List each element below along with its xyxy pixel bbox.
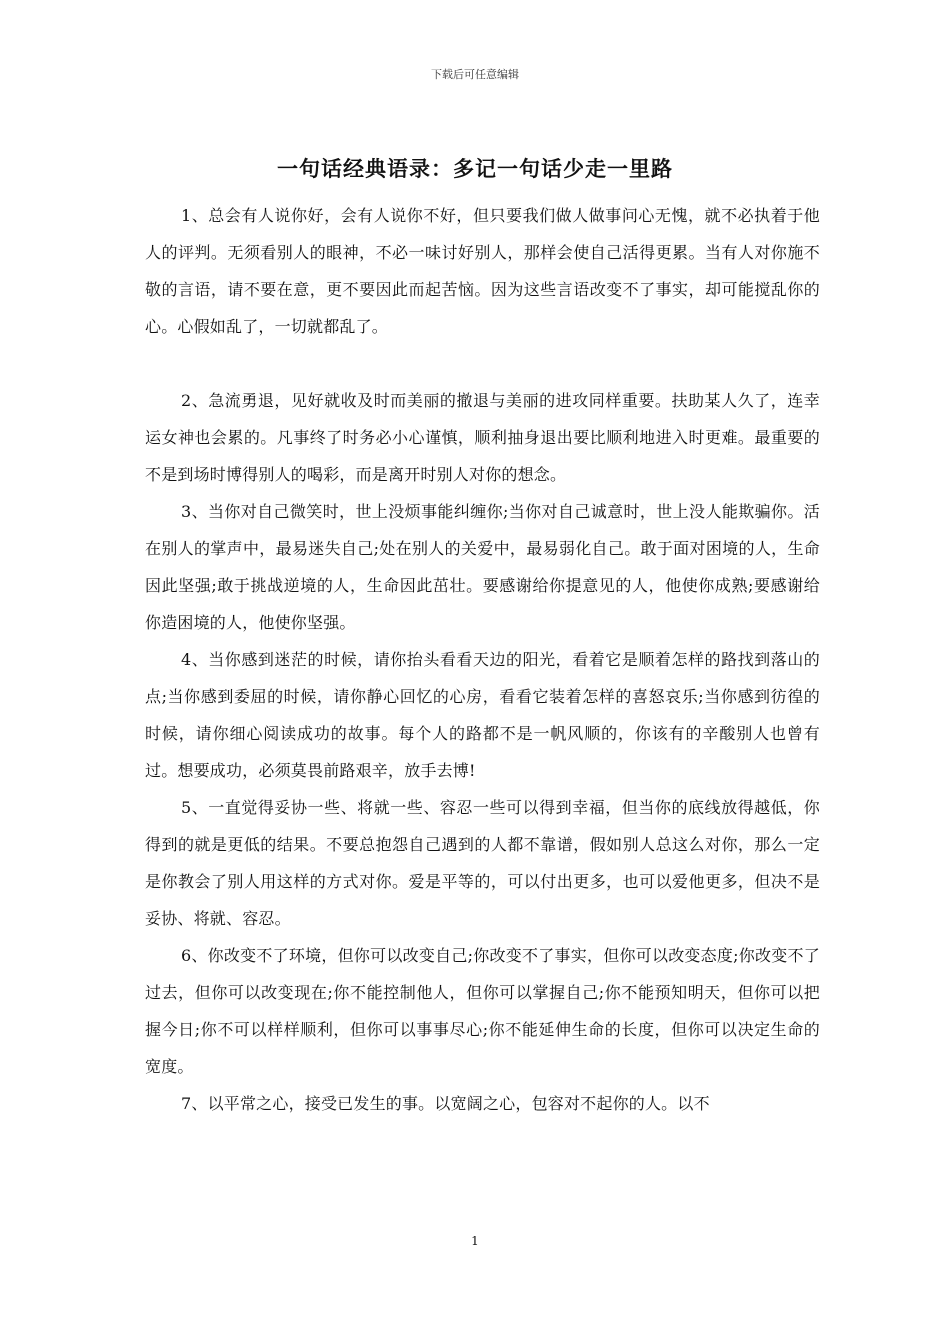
paragraph-3: 3、当你对自己微笑时，世上没烦事能纠缠你;当你对自己诚意时，世上没人能欺骗你。活在别人的掌声中，最易迷失自己;处在别人的关爱中，最易弱化自己。敢于面对困境的人，生命因此坚强;敢于挑战逆境的人，生命因此茁壮。要感谢给你提意见的人，他使你成熟;要感谢给你造困境的人，他使你坚强。 [145, 502, 820, 632]
page-header-note: 下载后可任意编辑 [431, 68, 519, 81]
document-body [145, 197, 820, 1122]
paragraph-2: 2、急流勇退，见好就收及时而美丽的撤退与美丽的进攻同样重要。扶助某人久了，连幸运女神也会累的。凡事终了时务必小心谨慎，顺利抽身退出要比顺利地进入时更难。最重要的不是到场时博得别人的喝彩，而是离开时别人对你的想念。 [145, 391, 820, 484]
paragraph-5: 5、一直觉得妥协一些、将就一些、容忍一些可以得到幸福，但当你的底线放得越低，你得到的就是更低的结果。不要总抱怨自己遇到的人都不靠谱，假如别人总这么对你，那么一定是你教会了别人用这样的方式对你。爱是平等的，可以付出更多，也可以爱他更多，但决不是妥协、将就、容忍。 [145, 798, 820, 928]
paragraph-7: 7、以平常之心，接受已发生的事。以宽阔之心，包容对不起你的人。以不 [181, 1094, 710, 1113]
paragraph-6: 6、你改变不了环境，但你可以改变自己;你改变不了事实，但你可以改变态度;你改变不了过去，但你可以改变现在;你不能控制他人，但你可以掌握自己;你不能预知明天，但你可以把握今日;你不可以样样顺利，但你可以事事尽心;你不能延伸生命的长度，但你可以决定生命的宽度。 [145, 946, 820, 1076]
document-title: 一句话经典语录：多记一句话少走一里路 [277, 156, 673, 181]
page-number: 1 [471, 1234, 479, 1248]
paragraph-1: 1、总会有人说你好，会有人说你不好，但只要我们做人做事问心无愧，就不必执着于他人的评判。无须看别人的眼神，不必一味讨好别人，那样会使自己活得更累。当有人对你施不敬的言语，请不要在意，更不要因此而起苦恼。因为这些言语改变不了事实，却可能搅乱你的心。心假如乱了，一切就都乱了。 [145, 206, 820, 336]
paragraph-4: 4、当你感到迷茫的时候，请你抬头看看天边的阳光，看着它是顺着怎样的路找到落山的点;当你感到委屈的时候，请你静心回忆的心房，看看它装着怎样的喜怒哀乐;当你感到彷徨的时候，请你细心阅读成功的故事。每个人的路都不是一帆风顺的，你该有的辛酸别人也曾有过。想要成功，必须莫畏前路艰辛，放手去博! [145, 650, 820, 780]
